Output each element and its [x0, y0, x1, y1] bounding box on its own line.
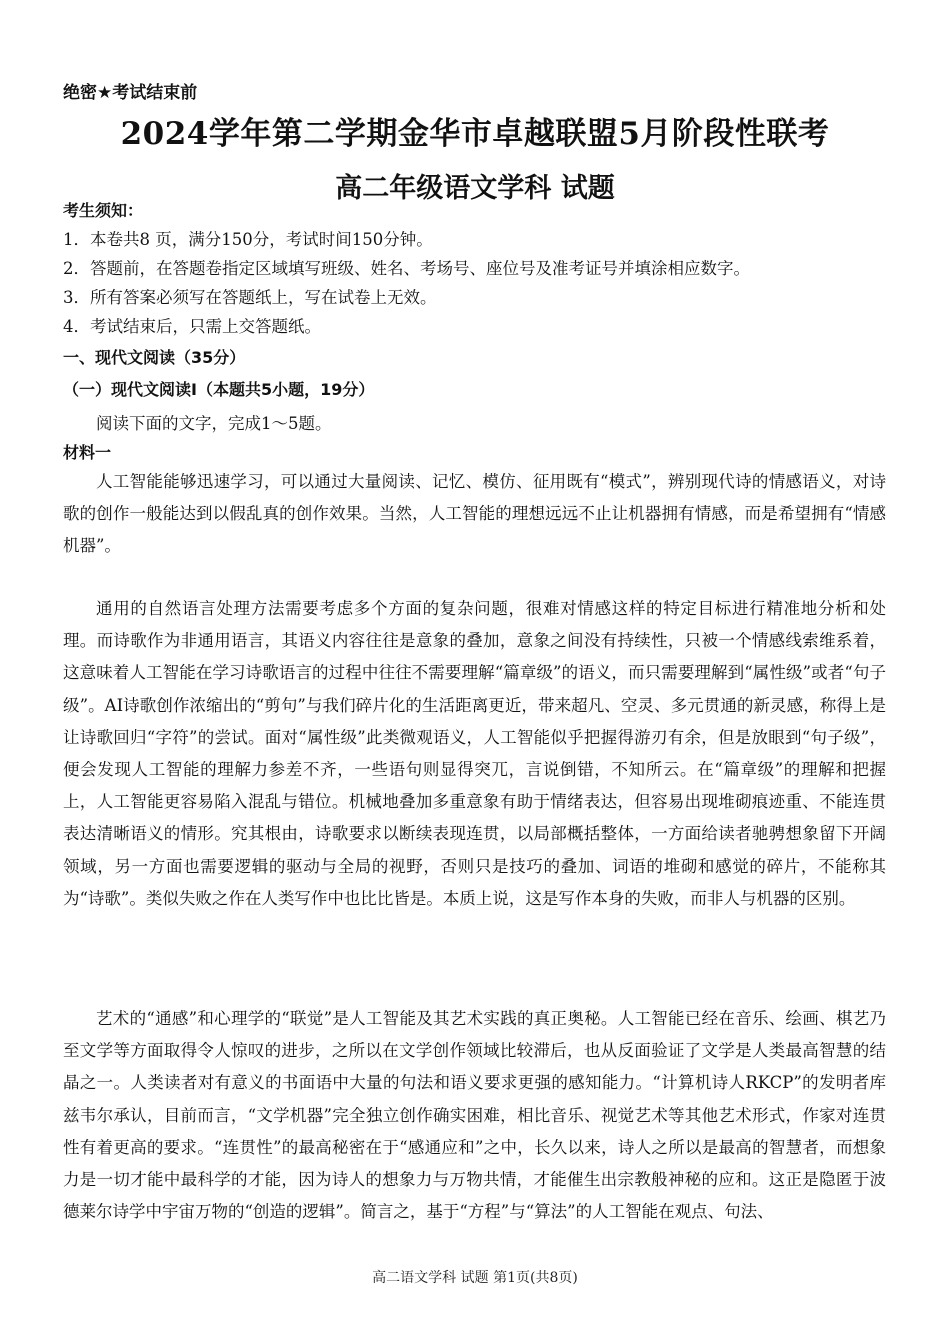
- notice-item: 1．本卷共8 页，满分150分，考试时间150分钟。: [63, 230, 433, 249]
- subsection-heading: （一）现代文阅读Ⅰ（本题共5小题，19分）: [63, 380, 375, 399]
- material-label: 材料一: [63, 443, 112, 462]
- confidential-label: 绝密★考试结束前: [63, 83, 198, 103]
- notice-item: 2．答题前，在答题卷指定区域填写班级、姓名、考场号、座位号及准考证号并填涂相应数字。: [63, 259, 750, 278]
- page-footer: 高二语文学科 试题 第1页(共8页): [372, 1270, 578, 1286]
- passage-paragraph: 通用的自然语言处理方法需要考虑多个方面的复杂问题，很难对情感这样的特定目标进行精准地分析和处理。而诗歌作为非通用语言，其语义内容往往是意象的叠加，意象之间没有持续性，只被一个情感线索维系着，这意味着人工智能在学习诗歌语言的过程中往往不需要理解“篇章级”的语义，而只需要理解到“属性级”或者“句子级”。AI诗歌创作浓缩出的“剪句”与我们碎片化的生活距离更近，带来超凡、空灵、多元贯通的新灵感，称得上是让诗歌回归“字符”的尝试。面对“属性级”此类微观语义，人工智能似乎把握得游刃有余，但是放眼到“句子级”，便会发现人工智能的理解力参差不齐，一些语句则显得突兀，言说倒错，不知所云。在“篇章级”的理解和把握上，人工智能更容易陷入混乱与错位。机械地叠加多重意象有助于情绪表达，但容易出现堆砌痕迹重、不能连贯表达清晰语义的情形。究其根由，诗歌要求以断续表现连贯，以局部概括整体，一方面给读者驰骋想象留下开阔领域，另一方面也需要逻辑的驱动与全局的视野，否则只是技巧的叠加、词语的堆砌和感觉的碎片，不能称其为“诗歌”。类似失败之作在人类写作中也比比皆是。本质上说，这是写作本身的失败，而非人与机器的区别。: [63, 599, 886, 908]
- notice-item: 4．考试结束后，只需上交答题纸。: [63, 317, 321, 336]
- exam-subtitle: 高二年级语文学科 试题: [335, 173, 615, 204]
- notice-heading: 考生须知：: [63, 201, 144, 220]
- notice-item: 3．所有答案必须写在答题纸上，写在试卷上无效。: [63, 288, 437, 307]
- section-heading: 一、现代文阅读（35分）: [63, 348, 246, 367]
- exam-title: 2024学年第二学期金华市卓越联盟5月阶段性联考: [120, 116, 830, 152]
- passage-paragraph: 人工智能能够迅速学习，可以通过大量阅读、记忆、模仿、征用既有“模式”，辨别现代诗的情感语义，对诗歌的创作一般能达到以假乱真的创作效果。当然，人工智能的理想远远不止让机器拥有情感，而是希望拥有“情感机器”。: [63, 472, 886, 556]
- reading-instruction: 阅读下面的文字，完成1～5题。: [96, 414, 332, 433]
- passage-paragraph: 艺术的“通感”和心理学的“联觉”是人工智能及其艺术实践的真正奥秘。人工智能已经在音乐、绘画、棋艺乃至文学等方面取得令人惊叹的进步，之所以在文学创作领域比较滞后，也从反面验证了文学是人类最高智慧的结晶之一。人类读者对有意义的书面语中大量的句法和语义要求更强的感知能力。“计算机诗人RKCP”的发明者库兹韦尔承认，目前而言，“文学机器”完全独立创作确实困难，相比音乐、视觉艺术等其他艺术形式，作家对连贯性有着更高的要求。“连贯性”的最高秘密在于“感通应和”之中，长久以来，诗人之所以是最高的智慧者，而想象力是一切才能中最科学的才能，因为诗人的想象力与万物共情，才能催生出宗教般神秘的应和。这正是隐匿于波德莱尔诗学中宇宙万物的“创造的逻辑”。简言之，基于“方程”与“算法”的人工智能在观点、句法、: [63, 1009, 886, 1222]
